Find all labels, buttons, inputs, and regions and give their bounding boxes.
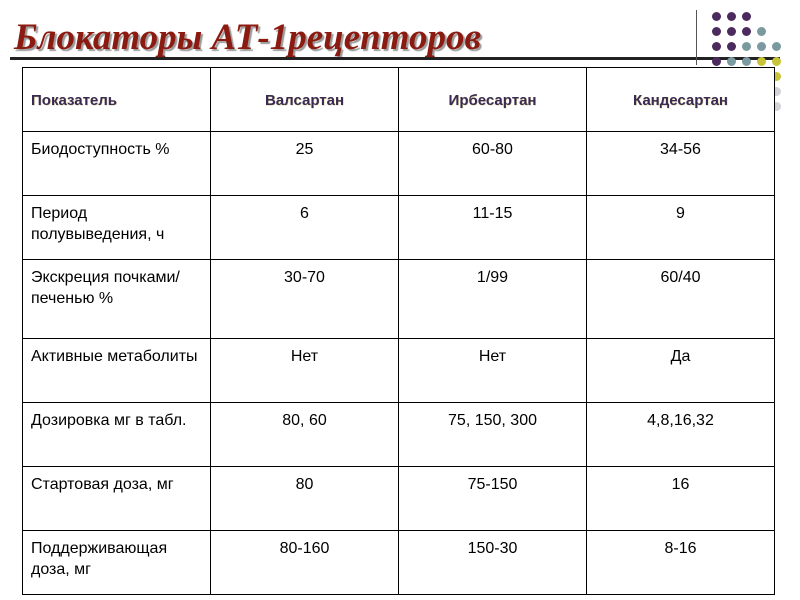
decor-dot	[742, 42, 751, 51]
decor-dot	[712, 57, 721, 66]
decor-dot	[727, 42, 736, 51]
table-cell: Нет	[211, 339, 399, 403]
decor-dot	[772, 42, 781, 51]
table-cell: Нет	[399, 339, 587, 403]
row-label: Поддерживающая доза, мг	[23, 531, 211, 595]
table-cell: 1/99	[399, 260, 587, 339]
table-row	[23, 132, 775, 196]
header-irbesartan: Ирбесартан	[399, 68, 587, 132]
table-row	[23, 196, 775, 260]
decor-dot	[757, 27, 766, 36]
row-label: Экскреция почками/печенью %	[23, 260, 211, 339]
table-cell: 80-160	[211, 531, 399, 595]
decor-dot	[757, 57, 766, 66]
table-cell: 8-16	[587, 531, 775, 595]
table-cell: 11-15	[399, 196, 587, 260]
decor-dot	[772, 57, 781, 66]
header-candesartan: Кандесартан	[587, 68, 775, 132]
table-cell: 75, 150, 300	[399, 403, 587, 467]
title-underline	[10, 57, 780, 60]
table-cell: 75-150	[399, 467, 587, 531]
decor-dot	[712, 27, 721, 36]
table-row	[23, 260, 775, 339]
table-cell: 4,8,16,32	[587, 403, 775, 467]
header-valsartan: Валсартан	[211, 68, 399, 132]
row-label: Биодоступность %	[23, 132, 211, 196]
table-cell: 16	[587, 467, 775, 531]
decor-dot	[742, 57, 751, 66]
row-label: Активные метаболиты	[23, 339, 211, 403]
table-cell: 60/40	[587, 260, 775, 339]
table-row	[23, 467, 775, 531]
table-header-row	[23, 68, 775, 132]
decor-dot	[712, 12, 721, 21]
decor-dot	[742, 27, 751, 36]
decor-dot	[757, 42, 766, 51]
row-label: Период полувыведения, ч	[23, 196, 211, 260]
table-cell: 80, 60	[211, 403, 399, 467]
table-cell: Да	[587, 339, 775, 403]
table-cell: 150-30	[399, 531, 587, 595]
table-row	[23, 403, 775, 467]
table-cell: 34-56	[587, 132, 775, 196]
table-cell: 60-80	[399, 132, 587, 196]
decor-dot	[727, 12, 736, 21]
decor-dot	[727, 57, 736, 66]
slide-title: Блокаторы АТ-1рецепторов	[14, 17, 482, 58]
header-parameter: Показатель	[23, 68, 211, 132]
table-cell: 6	[211, 196, 399, 260]
decor-dot	[712, 42, 721, 51]
table-cell: 9	[587, 196, 775, 260]
table-row	[23, 339, 775, 403]
decor-dot	[727, 27, 736, 36]
decor-dot	[742, 12, 751, 21]
row-label: Стартовая доза, мг	[23, 467, 211, 531]
row-label: Дозировка мг в табл.	[23, 403, 211, 467]
table-row	[23, 531, 775, 595]
table-cell: 80	[211, 467, 399, 531]
table-cell: 30-70	[211, 260, 399, 339]
comparison-table	[22, 67, 775, 595]
decorative-divider	[696, 10, 697, 65]
table-cell: 25	[211, 132, 399, 196]
